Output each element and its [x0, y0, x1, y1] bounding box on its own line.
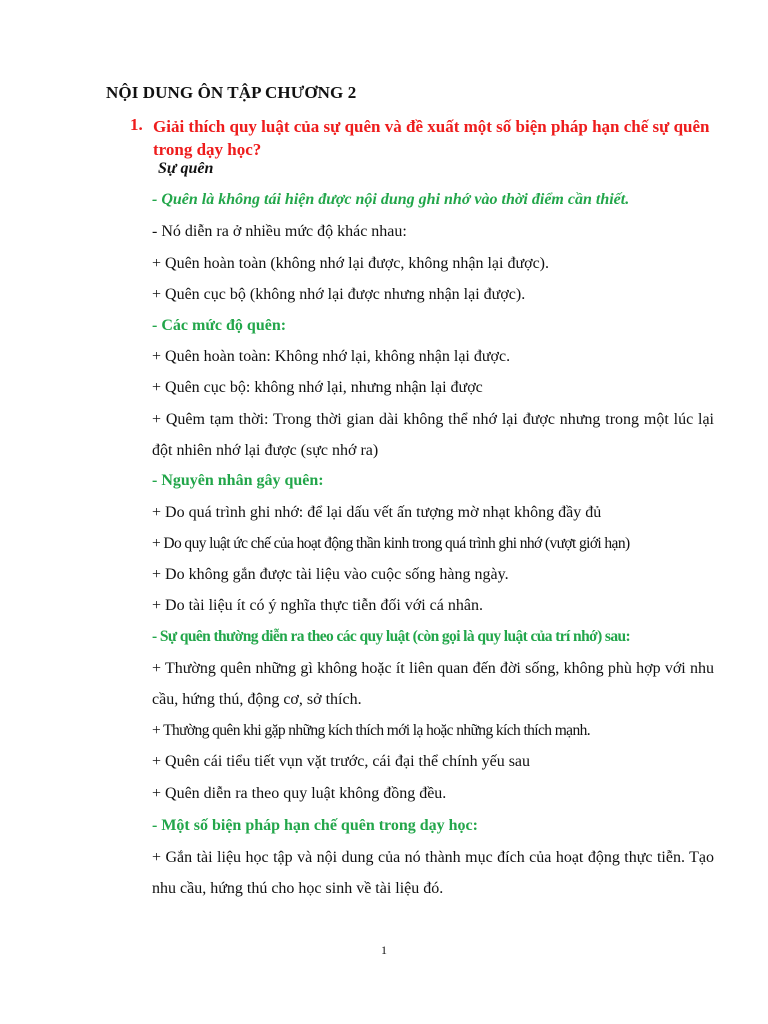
question-text: Giải thích quy luật của sự quên và đề xuất một số biện pháp hạn chế sự quên trong dạy học? — [153, 117, 710, 159]
body-line: + Thường quên khi gặp những kích thích mới lạ hoặc những kích thích mạnh. — [152, 722, 591, 739]
body-line: + Do quá trình ghi nhớ: để lại dấu vết ấn tượng mờ nhạt không đầy đủ — [152, 504, 602, 521]
body-line: + Do không gắn được tài liệu vào cuộc sống hàng ngày. — [152, 566, 509, 583]
document-title: NỘI DUNG ÔN TẬP CHƯƠNG 2 — [106, 83, 357, 102]
body-line: + Quên hoàn toàn: Không nhớ lại, không nhận lại được. — [152, 348, 511, 365]
section-heading: - Một số biện pháp hạn chế quên trong dạy học: — [152, 817, 478, 834]
section-heading: - Các mức độ quên: — [152, 317, 287, 334]
body-paragraph: + Thường quên những gì không hoặc ít liên quan đến đời sống, không phù hợp với nhu cầu, hứng thú, động cơ, sở thích. — [152, 660, 714, 708]
body-line: + Quên cục bộ (không nhớ lại được nhưng nhận lại được). — [152, 286, 526, 303]
body-line: - Nó diễn ra ở nhiều mức độ khác nhau: — [152, 223, 407, 240]
body-line: + Quên hoàn toàn (không nhớ lại được, không nhận lại được). — [152, 255, 549, 272]
section-heading: - Sự quên thường diễn ra theo các quy luật (còn gọi là quy luật của trí nhớ) sau: — [152, 628, 631, 645]
body-paragraph: + Quêm tạm thời: Trong thời gian dài không thể nhớ lại được nhưng trong một lúc lại đột nhiên nhớ lại được (sực nhớ ra) — [152, 411, 714, 459]
question-number: 1. — [130, 115, 143, 134]
body-paragraph: + Gắn tài liệu học tập và nội dung của nó thành mục đích của hoạt động thực tiễn. Tạo nhu cầu, hứng thú cho học sinh về tài liệu đó. — [152, 849, 714, 897]
page-number: 1 — [381, 943, 387, 957]
section-subheading: Sự quên — [158, 160, 214, 177]
body-line: + Do tài liệu ít có ý nghĩa thực tiễn đối với cá nhân. — [152, 597, 483, 614]
body-line: + Quên cái tiểu tiết vụn vặt trước, cái đại thể chính yếu sau — [152, 753, 531, 770]
body-line: + Quên diễn ra theo quy luật không đồng đều. — [152, 785, 447, 802]
section-heading: - Nguyên nhân gây quên: — [152, 472, 324, 489]
definition-line: - Quên là không tái hiện được nội dung ghi nhớ vào thời điểm cần thiết. — [152, 191, 630, 208]
body-line: + Do quy luật ức chế của hoạt động thần kinh trong quá trình ghi nhớ (vượt giới hạn) — [152, 535, 630, 552]
body-line: + Quên cục bộ: không nhớ lại, nhưng nhận lại được — [152, 379, 483, 396]
